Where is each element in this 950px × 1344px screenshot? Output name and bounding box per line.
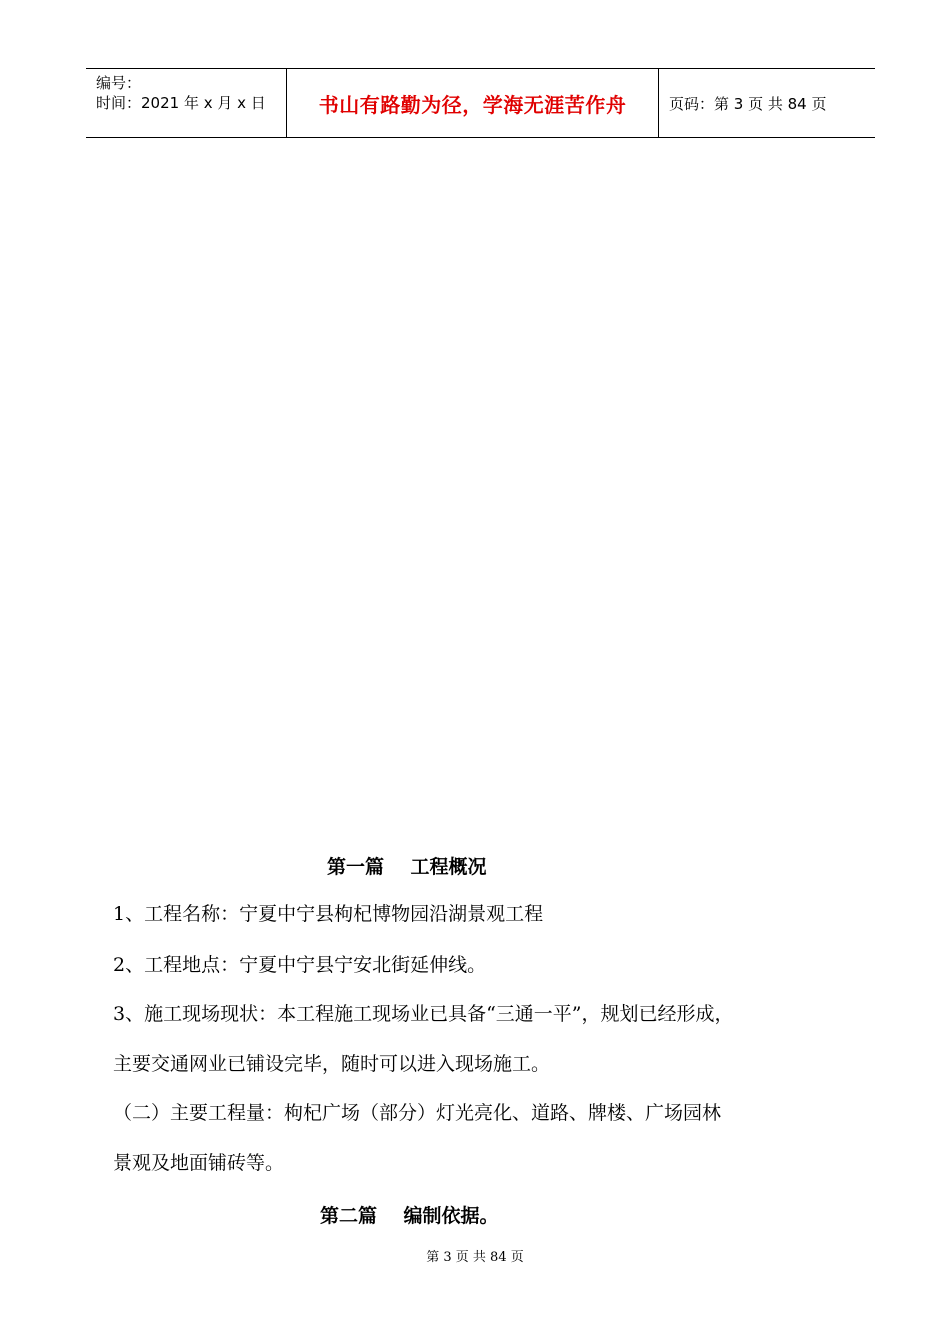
header-meta [86, 69, 286, 137]
work-quantity-line-1: （二）主要工程量：枸杞广场（部分）灯光亮化、道路、牌楼、广场园林 [113, 1102, 722, 1124]
site-status-line-2: 主要交通网业已铺设完毕，随时可以进入现场施工。 [113, 1053, 551, 1075]
document-number-label: 编号： [96, 74, 142, 92]
page-header [86, 68, 875, 138]
document-time-label: 时间：2021 年 x 月 x 日 [96, 94, 266, 112]
site-status-line-1: 3、施工现场现状：本工程施工现场业已具备“三通一平”，规划已经形成， [113, 1003, 734, 1025]
section-heading-overview: 第一篇 工程概况 [327, 856, 487, 878]
header-motto: 书山有路勤为径，学海无涯苦作舟 [286, 69, 659, 137]
work-quantity-line-2: 景观及地面铺砖等。 [113, 1152, 285, 1174]
project-location-paragraph: 2、工程地点：宁夏中宁县宁安北街延伸线。 [113, 954, 487, 976]
page-footer: 第 3 页 共 84 页 [426, 1250, 524, 1265]
header-page-number: 页码：第 3 页 共 84 页 [669, 94, 827, 113]
project-name-paragraph: 1、工程名称：宁夏中宁县枸杞博物园沿湖景观工程 [113, 903, 544, 925]
section-heading-basis: 第二篇 编制依据。 [320, 1205, 499, 1227]
